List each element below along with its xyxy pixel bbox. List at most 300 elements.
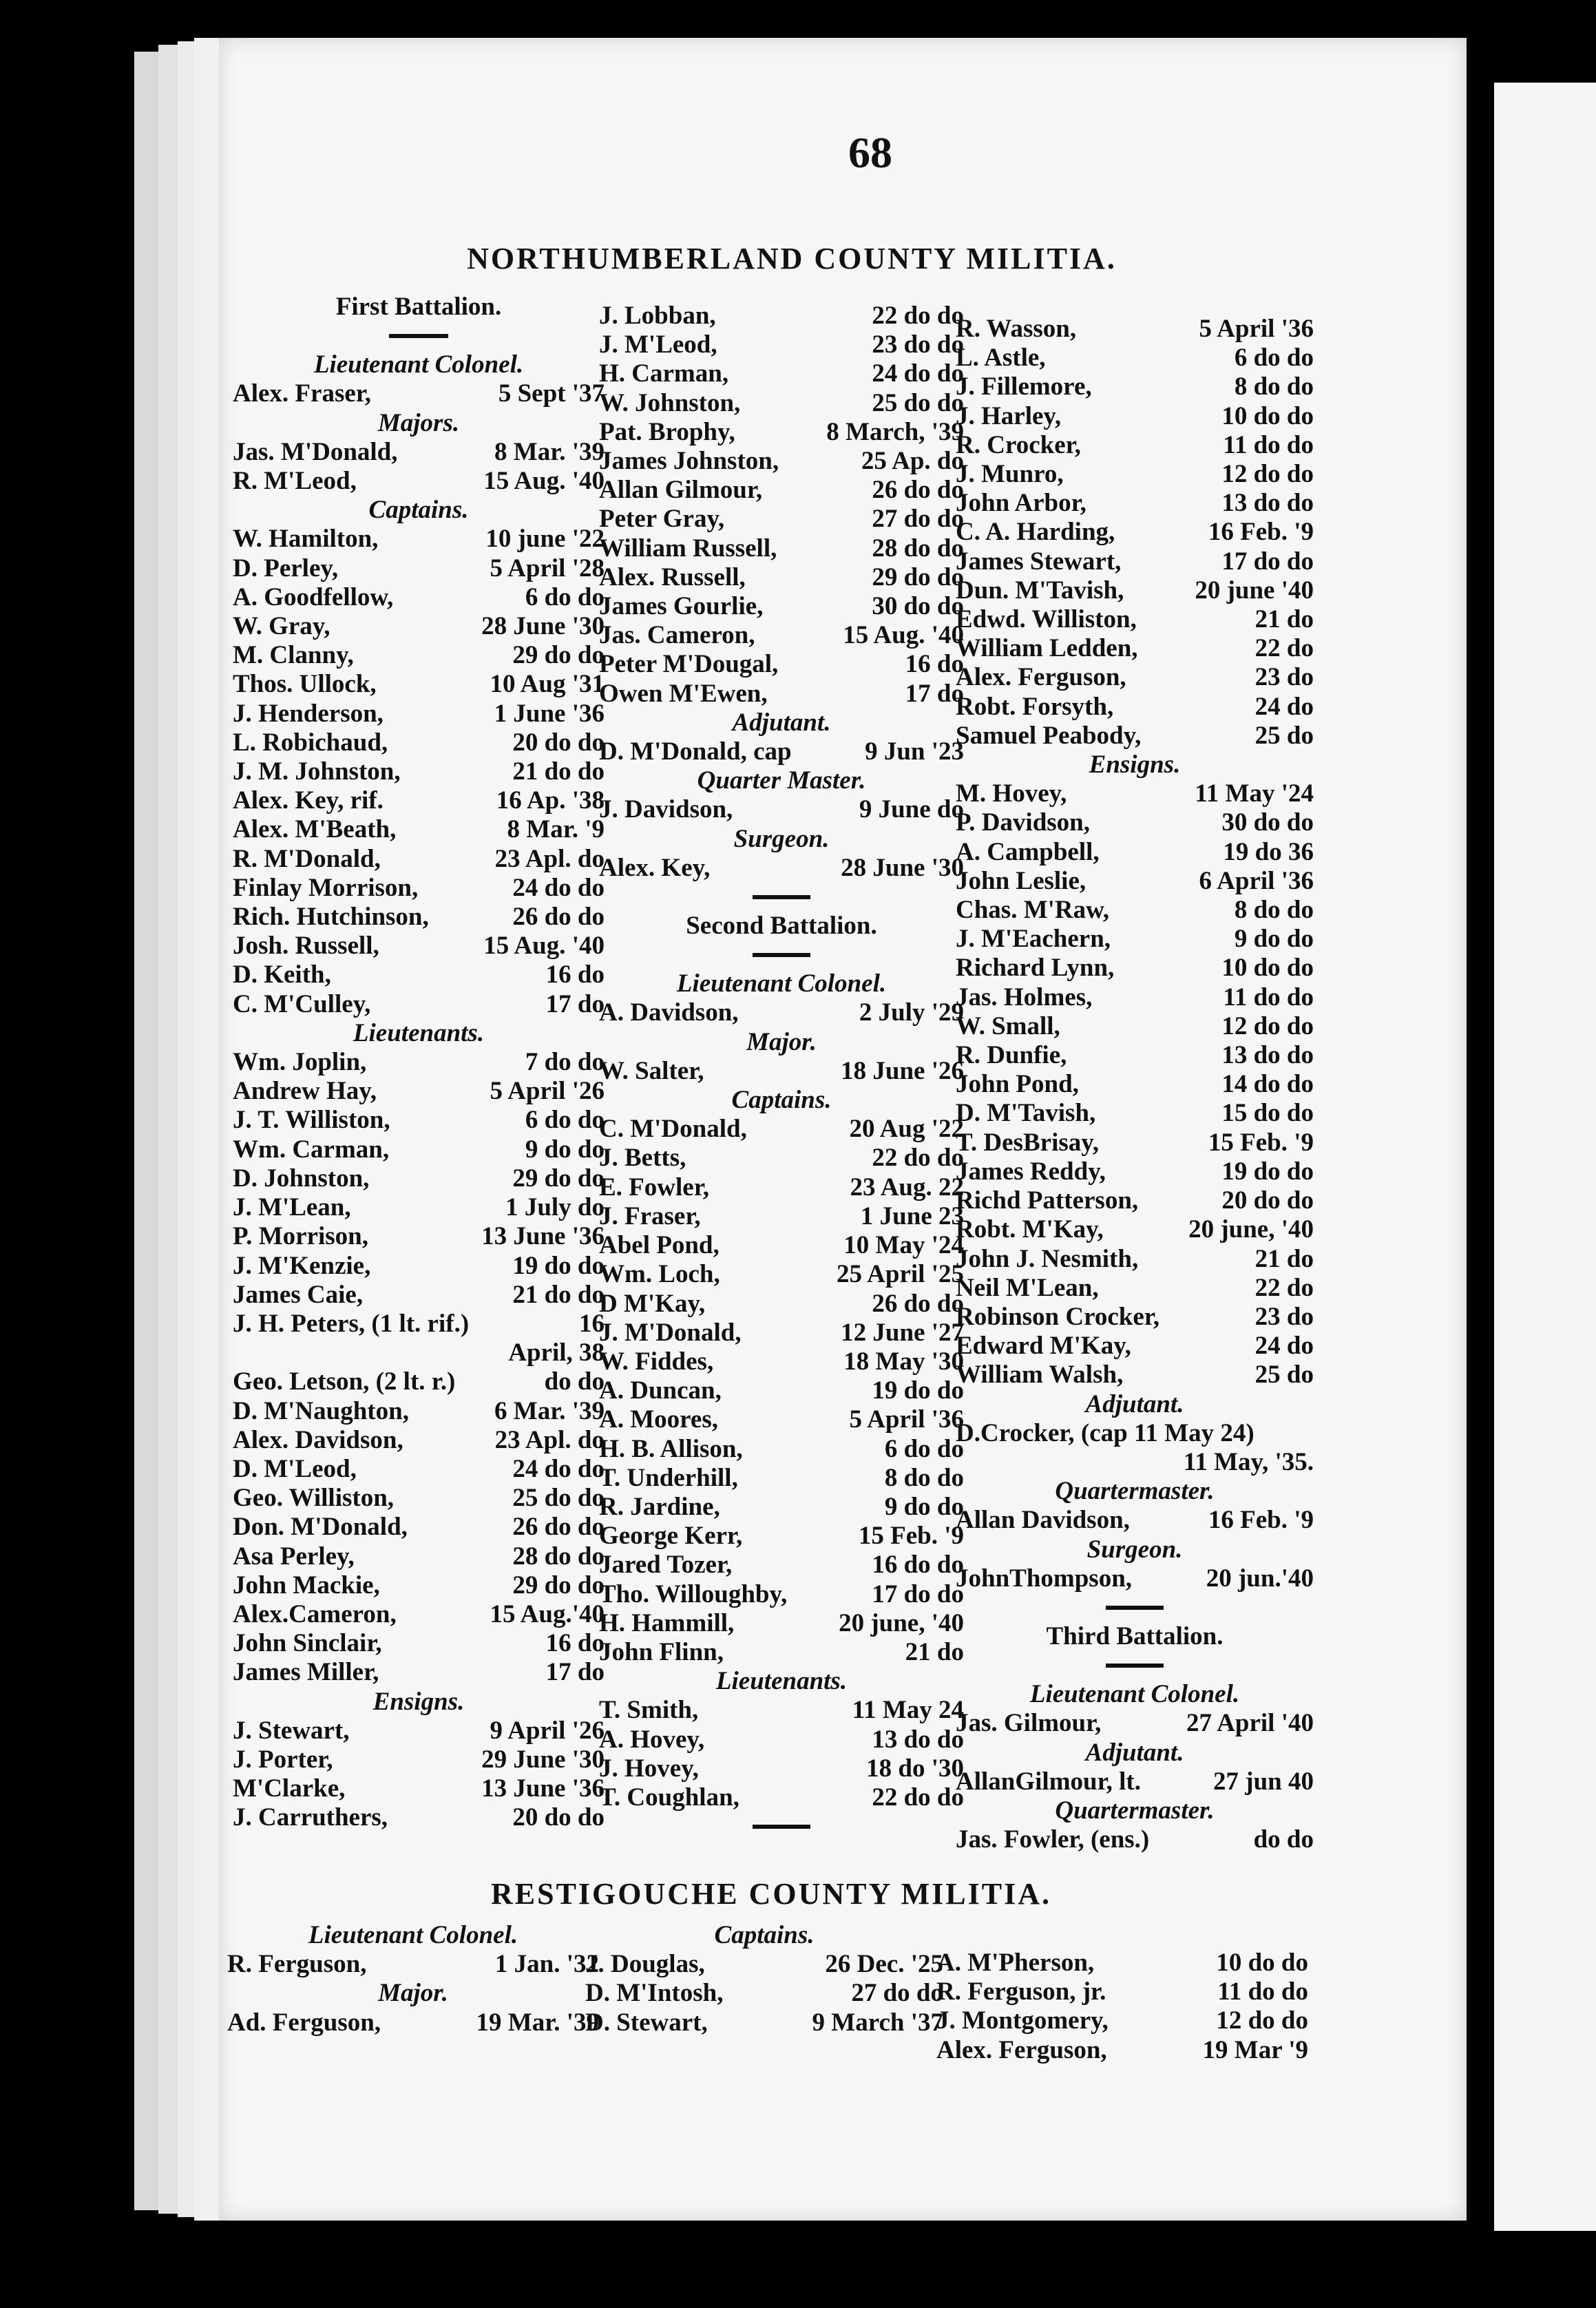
officer-entry — [233, 1193, 605, 1222]
commission-date: 9 do do — [884, 1492, 964, 1521]
officer-name: R. Crocker, — [956, 430, 1081, 459]
officer-entry — [956, 1041, 1314, 1070]
officer-entry — [599, 1725, 964, 1754]
officer-name: Chas. M'Raw, — [956, 896, 1110, 925]
officer-entry — [233, 670, 605, 699]
commission-date: 20 jun.'40 — [1206, 1564, 1314, 1593]
officer-name: Richd Patterson, — [956, 1186, 1139, 1215]
officer-entry — [233, 583, 605, 612]
commission-date: 23 do — [1254, 1302, 1314, 1331]
officer-name: M'Clarke, — [233, 1774, 346, 1803]
officer-entry — [233, 1397, 605, 1426]
commission-date: 16 do — [545, 961, 605, 989]
officer-name: Ad. Ferguson, — [227, 2008, 381, 2037]
commission-date: 28 June '30 — [481, 612, 605, 641]
commission-date: 26 do do — [512, 1513, 605, 1542]
officer-name: E. Fowler, — [599, 1173, 709, 1202]
officer-name: A. Davidson, — [599, 998, 739, 1027]
officer-entry — [599, 1551, 964, 1580]
officer-entry — [585, 1950, 943, 1979]
commission-date: 10 May '24 — [843, 1231, 964, 1260]
rank-heading: Captains. — [368, 496, 469, 525]
rank-heading: Lieutenant Colonel. — [1029, 1680, 1240, 1709]
officer-entry — [599, 1057, 964, 1086]
rank-heading: Surgeon. — [733, 824, 830, 853]
officer-name: H. B. Allison, — [599, 1434, 743, 1463]
officer-name: AllanGilmour, lt. — [956, 1767, 1141, 1796]
commission-date: 29 do do — [512, 1571, 605, 1599]
commission-date: 6 do do — [525, 583, 605, 611]
officer-name: Robt. Forsyth, — [956, 692, 1114, 721]
officer-name: James Johnston, — [599, 447, 779, 476]
officer-entry — [599, 1144, 964, 1173]
commission-date: 11 May '24 — [1195, 779, 1314, 808]
commission-date: 23 Aug. 22 — [850, 1173, 964, 1202]
commission-date: 26 do do — [872, 476, 964, 505]
commission-date: 20 do do — [512, 728, 605, 757]
commission-date: 29 do do — [512, 641, 605, 670]
officer-entry — [233, 990, 605, 1019]
commission-date: 15 Feb. '9 — [1208, 1128, 1314, 1157]
officer-name: J. T. Williston, — [233, 1106, 390, 1135]
commission-date: 26 do do — [512, 903, 605, 932]
officer-name: J. Henderson, — [233, 699, 384, 728]
commission-date: 20 june, '40 — [839, 1608, 964, 1637]
officer-entry — [233, 379, 605, 408]
officer-entry — [956, 1099, 1314, 1128]
officer-entry — [233, 438, 605, 467]
officer-entry — [956, 1186, 1314, 1215]
officer-name: T. Coughlan, — [599, 1783, 739, 1812]
officer-entry — [599, 1376, 964, 1405]
divider-rule — [956, 1651, 1314, 1680]
officer-entry — [956, 460, 1314, 489]
officer-name: Peter Gray, — [599, 505, 725, 534]
commission-date: 6 Mar. '39 — [494, 1396, 605, 1425]
officer-name: Jas. Holmes, — [956, 983, 1093, 1011]
commission-date: 5 April '36 — [1199, 315, 1314, 343]
officer-name: Owen M'Ewen, — [599, 679, 768, 708]
commission-date: 11 do do — [1217, 1977, 1308, 2006]
officer-entry — [599, 592, 964, 621]
officer-name: John Leslie, — [956, 866, 1086, 895]
page-number: 68 — [848, 128, 892, 177]
commission-date: 19 do do — [872, 1376, 964, 1405]
battalion-heading: Third Battalion. — [1046, 1622, 1224, 1650]
commission-date: 10 Aug '31 — [490, 670, 605, 699]
officer-entry — [599, 1493, 964, 1522]
officer-name: R. Dunfie, — [956, 1041, 1067, 1070]
officer-name: A. Moores, — [599, 1405, 718, 1434]
officer-entry — [233, 1484, 605, 1513]
officer-entry — [233, 1571, 605, 1600]
officer-entry — [956, 1709, 1314, 1738]
officer-name: D. M'Tavish, — [956, 1099, 1096, 1128]
officer-name: D. M'Donald, cap — [599, 737, 792, 766]
officer-entry — [936, 2036, 1308, 2065]
rank-heading: Lieutenants. — [353, 1018, 485, 1047]
commission-date: 16 do — [905, 650, 964, 679]
commission-date: 27 April '40 — [1186, 1709, 1314, 1738]
officer-name: J. M. Johnston, — [233, 757, 401, 786]
commission-date: 19 do 36 — [1223, 837, 1314, 866]
commission-date: 10 do do — [1221, 954, 1314, 983]
officer-name: John Mackie, — [233, 1571, 380, 1599]
officer-entry — [233, 845, 605, 874]
officer-entry — [599, 534, 964, 563]
commission-date: 21 do — [1254, 605, 1314, 634]
officer-name: James Reddy, — [956, 1157, 1106, 1186]
commission-date: 19 do do — [512, 1251, 605, 1280]
commission-date: 21 do do — [512, 1280, 605, 1309]
officer-entry — [233, 700, 605, 728]
officer-entry — [956, 1303, 1314, 1332]
officer-entry — [233, 1048, 605, 1077]
officer-entry — [956, 693, 1314, 722]
restigouche-column-2 — [585, 1921, 943, 2037]
officer-name: R. Ferguson, — [227, 1950, 367, 1979]
officer-name: J. Porter, — [233, 1745, 333, 1774]
officer-name: John J. Nesmith, — [956, 1244, 1139, 1273]
commission-date: 25 April '25 — [836, 1260, 964, 1289]
commission-date: 10 do do — [1221, 401, 1314, 430]
commission-date: 16 Feb. '9 — [1208, 1506, 1314, 1535]
officer-name: Richard Lynn, — [956, 954, 1115, 983]
officer-name: M. Hovey, — [956, 779, 1067, 808]
officer-entry — [599, 1638, 964, 1667]
officer-entry — [936, 2006, 1308, 2035]
officer-entry — [233, 903, 605, 932]
commission-date: 5 April '36 — [849, 1405, 964, 1434]
officer-entry — [599, 1522, 964, 1551]
officer-entry — [599, 1260, 964, 1289]
restigouche-column-3 — [936, 1949, 1308, 2065]
commission-date: 8 Mar. '39 — [494, 437, 605, 466]
officer-entry — [233, 1455, 605, 1484]
officer-entry — [233, 1426, 605, 1455]
officer-entry — [956, 1506, 1314, 1535]
commission-date: 13 June '36 — [481, 1222, 605, 1251]
officer-entry — [233, 641, 605, 670]
officer-name: Jas. Fowler, (ens.) — [956, 1825, 1150, 1854]
officer-entry — [936, 1977, 1308, 2006]
commission-date: 2 July '29 — [859, 998, 964, 1027]
commission-date: do do — [1253, 1825, 1314, 1854]
officer-entry — [956, 1215, 1314, 1244]
commission-date: 8 do do — [1234, 896, 1314, 925]
officer-entry — [599, 505, 964, 534]
officer-name: T. Smith, — [599, 1696, 699, 1725]
officer-name: Jared Tozer, — [599, 1551, 733, 1580]
officer-entry — [936, 1949, 1308, 1977]
officer-entry — [599, 680, 964, 709]
officer-entry — [233, 1658, 605, 1687]
officer-name: James Miller, — [233, 1658, 379, 1687]
commission-date: 16 — [579, 1309, 605, 1338]
officer-entry — [599, 1115, 964, 1144]
officer-entry — [233, 1222, 605, 1251]
officer-entry — [956, 1448, 1314, 1477]
officer-name: J. M'Leod, — [599, 331, 717, 359]
officer-name: W. Salter, — [599, 1056, 704, 1085]
officer-name: Edwd. Williston, — [956, 605, 1137, 634]
officer-entry — [599, 447, 964, 476]
officer-name: W. Johnston, — [599, 388, 741, 417]
commission-date: 9 March '37 — [812, 2008, 943, 2037]
officer-name: John Pond, — [956, 1070, 1079, 1099]
officer-entry — [956, 663, 1314, 692]
divider-rule — [599, 883, 964, 912]
officer-entry — [956, 315, 1314, 344]
officer-entry — [956, 722, 1314, 751]
officer-entry — [599, 795, 964, 824]
officer-name: Neil M'Lean, — [956, 1273, 1099, 1302]
commission-date: 24 do — [1254, 1332, 1314, 1361]
rank-heading: Major. — [378, 1979, 448, 2008]
officer-name: J. H. Peters, (1 lt. rif.) — [233, 1309, 470, 1338]
commission-date: April, 38 — [508, 1339, 605, 1367]
officer-name: Alex. M'Beath, — [233, 815, 397, 844]
rank-heading: Major. — [746, 1027, 817, 1056]
officer-entry — [956, 1129, 1314, 1157]
officer-name: J. Harley, — [956, 401, 1062, 430]
rank-heading: Adjutant. — [1085, 1389, 1184, 1418]
commission-date: 15 Aug.'40 — [490, 1599, 605, 1628]
officer-entry — [599, 331, 964, 359]
officer-entry — [599, 563, 964, 592]
officer-name: L. Robichaud, — [233, 728, 388, 757]
commission-date: 14 do do — [1221, 1070, 1314, 1099]
commission-date: 5 Sept '37 — [498, 379, 605, 408]
commission-date: 23 Apl. do — [494, 844, 605, 873]
officer-name: J. Fillemore, — [956, 373, 1092, 401]
commission-date: 24 do — [1254, 692, 1314, 721]
commission-date: 20 june '40 — [1195, 576, 1314, 605]
commission-date: 11 May, '35. — [1183, 1447, 1314, 1476]
officer-entry — [599, 1319, 964, 1347]
officer-entry — [956, 1012, 1314, 1041]
officer-entry — [956, 1361, 1314, 1389]
officer-name: A. Campbell, — [956, 837, 1100, 866]
commission-date: 23 do — [1254, 663, 1314, 692]
commission-date: 15 Aug. '40 — [483, 932, 605, 961]
commission-date: 21 do — [1254, 1244, 1314, 1273]
officer-entry — [233, 467, 605, 496]
officer-entry — [956, 925, 1314, 954]
officer-name: John Flinn, — [599, 1637, 724, 1666]
officer-name: A. Hovey, — [599, 1725, 705, 1754]
commission-date: 12 June '27 — [841, 1318, 964, 1347]
divider-rule — [599, 941, 964, 969]
officer-entry — [956, 1157, 1314, 1186]
officer-name: Jas. Cameron, — [599, 621, 755, 650]
officer-name: W. Gray, — [233, 612, 330, 641]
rank-heading: Surgeon. — [1086, 1535, 1183, 1564]
officer-name: H. Carman, — [599, 359, 729, 388]
divider-rule — [956, 1593, 1314, 1622]
officer-entry — [956, 402, 1314, 431]
rank-heading: Lieutenants. — [715, 1667, 848, 1696]
officer-name: William Walsh, — [956, 1361, 1124, 1389]
officer-entry — [956, 1419, 1314, 1448]
officer-name: Alex. Fraser, — [233, 379, 372, 408]
officer-name: D. Johnston, — [233, 1164, 370, 1193]
officer-name: George Kerr, — [599, 1522, 743, 1551]
commission-date: 21 do do — [512, 757, 605, 786]
commission-date: 1 Jan. '32 — [494, 1950, 599, 1979]
officer-name: J. Montgomery, — [936, 2006, 1109, 2035]
commission-date: 17 do — [545, 989, 605, 1018]
officer-name: D. Keith, — [233, 961, 331, 989]
officer-entry — [599, 1464, 964, 1493]
officer-entry — [585, 2008, 943, 2037]
column-1 — [233, 293, 605, 1833]
commission-date: 20 june, '40 — [1188, 1215, 1314, 1244]
officer-entry — [227, 2008, 599, 2037]
officer-entry — [599, 1231, 964, 1260]
commission-date: 6 do do — [884, 1434, 964, 1463]
officer-entry — [956, 605, 1314, 634]
officer-entry — [956, 431, 1314, 460]
officer-entry — [233, 1164, 605, 1193]
officer-name: H. Hammill, — [599, 1608, 735, 1637]
officer-entry — [233, 612, 605, 641]
commission-date: 17 do — [905, 679, 964, 708]
officer-name: J. M'Eachern, — [956, 925, 1111, 954]
officer-entry — [956, 867, 1314, 896]
officer-entry — [956, 634, 1314, 663]
officer-name: Andrew Hay, — [233, 1077, 377, 1106]
officer-name: Wm. Carman, — [233, 1135, 390, 1164]
commission-date: 25 do do — [872, 388, 964, 417]
rank-heading: Quartermaster. — [1055, 1477, 1215, 1506]
commission-date: 18 May '30 — [843, 1347, 964, 1376]
facing-page-edge — [1494, 83, 1596, 2231]
officer-name: R. Ferguson, jr. — [936, 1977, 1106, 2006]
rank-heading: Captains. — [714, 1921, 815, 1949]
commission-date: 10 june '22 — [485, 525, 605, 554]
commission-date: 24 do do — [512, 873, 605, 902]
officer-entry — [956, 779, 1314, 808]
commission-date: 16 do do — [872, 1551, 964, 1580]
rank-heading: Adjutant. — [1085, 1738, 1184, 1767]
rank-heading: Quartermaster. — [1055, 1796, 1215, 1825]
officer-entry — [956, 518, 1314, 547]
commission-date: 30 do do — [872, 592, 964, 621]
commission-date: 13 do do — [872, 1725, 964, 1754]
officer-entry — [599, 1696, 964, 1725]
officer-name: Abel Pond, — [599, 1231, 720, 1260]
commission-date: 22 do do — [872, 1144, 964, 1173]
officer-name: Samuel Peabody, — [956, 721, 1142, 750]
commission-date: 18 June '26 — [841, 1056, 964, 1085]
commission-date: 7 do do — [525, 1048, 605, 1077]
commission-date: 21 do — [905, 1637, 964, 1666]
officer-name: D. M'Intosh, — [585, 1979, 724, 2008]
officer-entry — [233, 1542, 605, 1571]
commission-date: 12 do do — [1221, 460, 1314, 489]
officer-name: J. Douglas, — [585, 1950, 705, 1979]
officer-entry — [599, 1173, 964, 1202]
officer-name: Wm. Joplin, — [233, 1048, 367, 1077]
officer-entry — [233, 1252, 605, 1281]
commission-date: 29 do do — [512, 1164, 605, 1193]
commission-date: 16 Feb. '9 — [1208, 518, 1314, 547]
officer-name: C. M'Donald, — [599, 1115, 747, 1144]
officer-name: C. A. Harding, — [956, 518, 1115, 547]
officer-name: A. Goodfellow, — [233, 583, 394, 611]
officer-name: D. M'Leod, — [233, 1454, 357, 1483]
commission-date: 27 do do — [872, 505, 964, 534]
officer-name: Dun. M'Tavish, — [956, 576, 1124, 605]
commission-date: 11 May 24 — [852, 1696, 964, 1725]
officer-name: Rich. Hutchinson, — [233, 903, 429, 932]
officer-entry — [599, 650, 964, 679]
commission-date: 24 do do — [512, 1454, 605, 1483]
officer-entry — [233, 1774, 605, 1803]
officer-name: J. Betts, — [599, 1144, 686, 1173]
officer-name: Wm. Loch, — [599, 1260, 720, 1289]
column-3 — [956, 315, 1314, 1854]
officer-entry — [599, 1754, 964, 1783]
restigouche-column-1 — [227, 1921, 599, 2037]
commission-date: 25 Ap. do — [861, 447, 964, 476]
officer-name: Peter M'Dougal, — [599, 650, 779, 679]
officer-entry — [956, 547, 1314, 576]
commission-date: 24 do do — [872, 359, 964, 388]
commission-date: 23 do do — [872, 331, 964, 359]
officer-name: Alex. Key, — [599, 853, 711, 882]
officer-name: Allan Gilmour, — [599, 476, 763, 505]
officer-entry — [599, 1580, 964, 1609]
officer-name: R. Wasson, — [956, 315, 1077, 343]
officer-entry — [233, 1367, 605, 1396]
section-title: NORTHUMBERLAND COUNTY MILITIA. — [467, 242, 1117, 275]
officer-name: D. M'Naughton, — [233, 1396, 409, 1425]
officer-name: W. Hamilton, — [233, 525, 379, 554]
officer-entry — [599, 1609, 964, 1638]
officer-name: Don. M'Donald, — [233, 1513, 408, 1542]
officer-name: Jas. M'Donald, — [233, 437, 398, 466]
officer-entry — [599, 1405, 964, 1434]
officer-name: J. M'Kenzie, — [233, 1251, 371, 1280]
commission-date: 27 jun 40 — [1213, 1767, 1314, 1796]
officer-name: Thos. Ullock, — [233, 670, 377, 699]
commission-date: 9 do do — [525, 1135, 605, 1164]
commission-date: 8 Mar. '9 — [507, 815, 605, 844]
commission-date: 6 do do — [1234, 344, 1314, 373]
commission-date: 30 do do — [1221, 808, 1314, 837]
commission-date: 22 do — [1254, 634, 1314, 663]
officer-name: J. M'Lean, — [233, 1193, 351, 1222]
officer-entry — [956, 1767, 1314, 1796]
officer-name: Jas. Gilmour, — [956, 1709, 1102, 1738]
officer-entry — [233, 1745, 605, 1774]
officer-entry — [233, 554, 605, 583]
commission-date: 5 April '28 — [490, 554, 605, 583]
commission-date: 15 Aug. '40 — [483, 467, 605, 496]
officer-entry — [233, 1106, 605, 1135]
officer-entry — [599, 1202, 964, 1231]
officer-name: D. Stewart, — [585, 2008, 708, 2037]
commission-date: 16 Ap. '38 — [496, 786, 605, 815]
officer-name: W. Small, — [956, 1011, 1060, 1040]
officer-name: Geo. Williston, — [233, 1484, 395, 1513]
officer-name: J. Davidson, — [599, 795, 733, 824]
officer-entry — [956, 1070, 1314, 1099]
commission-date: 25 do do — [512, 1484, 605, 1513]
officer-name: Asa Perley, — [233, 1542, 355, 1571]
